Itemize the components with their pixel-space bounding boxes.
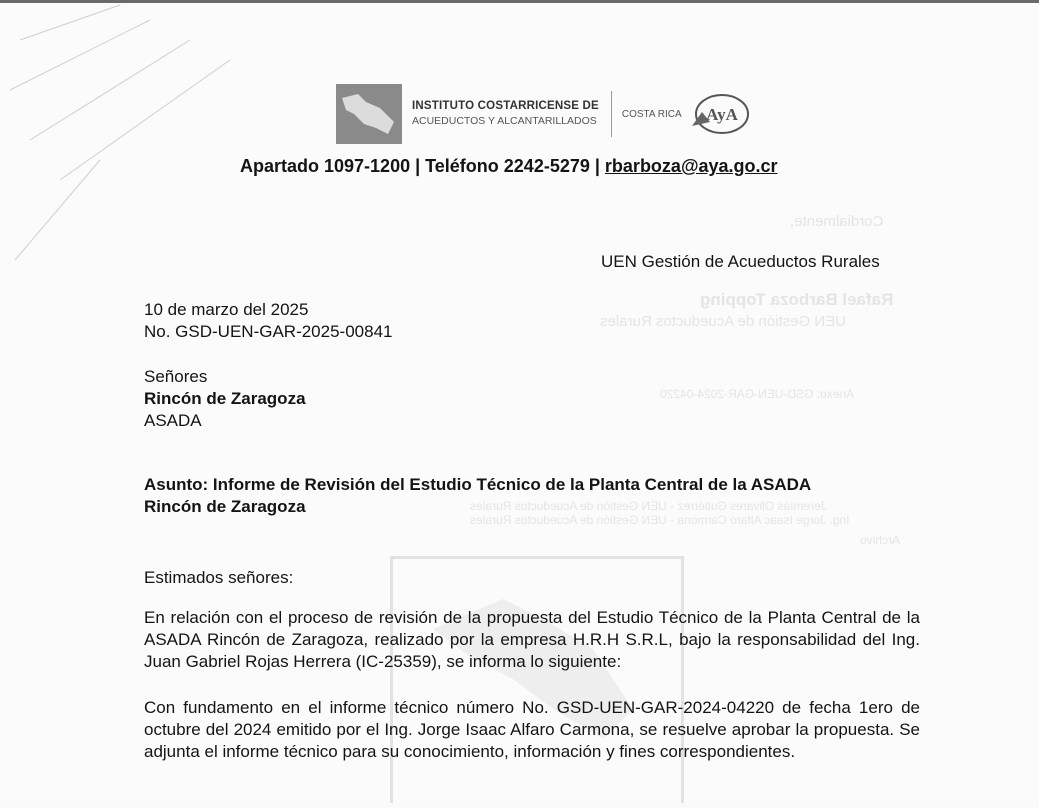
body-paragraph-1: En relación con el proceso de revisión de la propuesta del Estudio Técnico de la Planta Central de la ASADA Rincón de Zaragoza, realizado por la empresa H.R.H S.R.L, bajo la responsabilidad del Ing. Juan Gabriel Rojas Herrera (IC-25359), se informa lo siguiente: bbox=[144, 608, 920, 671]
institute-name-line1: INSTITUTO COSTARRICENSE DE bbox=[412, 100, 599, 112]
body-paragraph-2: Con fundamento en el informe técnico número No. GSD-UEN-GAR-2024-04220 de fecha 1ero de octubre del 2024 emitido por el Ing. Jorge Isaac Alfaro Carmona, se resuelve aprobar la propuesta. Se adjunta el informe técnico para su conocimiento, información y fines correspondientes. bbox=[144, 698, 920, 761]
aya-logo-text: AyA bbox=[705, 105, 738, 124]
ghost-closing: Cordialmente, bbox=[790, 213, 884, 230]
institution-header bbox=[336, 84, 752, 144]
costa-rica-map-logo bbox=[336, 84, 402, 144]
subject-line-2: Rincón de Zaragoza bbox=[144, 497, 306, 516]
header-divider bbox=[611, 91, 612, 137]
recipient-name: Rincón de Zaragoza bbox=[144, 389, 306, 408]
country-label: COSTA RICA bbox=[621, 108, 682, 120]
recipient-org: ASADA bbox=[144, 411, 202, 430]
department-name: UEN Gestión de Acueductos Rurales bbox=[601, 252, 880, 271]
ghost-archive: Archivo bbox=[860, 533, 901, 547]
institute-name bbox=[412, 99, 599, 129]
ghost-signer-name: Rafael Barboza Topping bbox=[700, 290, 894, 309]
reference-number: No. GSD-UEN-GAR-2025-00841 bbox=[144, 322, 393, 341]
ghost-signer-unit: UEN Gestión de Acueductos Rurales bbox=[600, 313, 846, 330]
recipient-block bbox=[144, 366, 306, 432]
contact-line bbox=[240, 156, 778, 177]
ghost-copy-line: Ing. Jorge Isaac Alfaro Carmona - UEN Gestión de Acueductos Rurales bbox=[470, 513, 850, 527]
greeting: Estimados señores: bbox=[144, 568, 294, 587]
letter-date: 10 de marzo del 2025 bbox=[144, 300, 309, 319]
aya-logo bbox=[688, 92, 752, 136]
salutation-title: Señores bbox=[144, 367, 208, 386]
contact-address-phone: Apartado 1097-1200 | Teléfono 2242-5279 | bbox=[240, 156, 600, 176]
faded-watermark-seal bbox=[390, 556, 684, 803]
subject-line bbox=[144, 474, 924, 518]
contact-email-link[interactable]: rbarboza@aya.go.cr bbox=[604, 156, 778, 176]
scan-artifact-lines bbox=[0, 0, 260, 300]
ghost-copy-line-2: Jeremías Olivares Gutiérrez - UEN Gestión de Acueductos Rurales bbox=[470, 499, 827, 513]
institute-name-line2: ACUEDUCTOS Y ALCANTARILLADOS bbox=[412, 115, 597, 127]
date-and-reference bbox=[144, 299, 392, 343]
ghost-annex: Anexo: GSD-UEN-GAR-2024-04220 bbox=[660, 387, 855, 401]
subject-line-1: Asunto: Informe de Revisión del Estudio Técnico de la Planta Central de la ASADA bbox=[144, 475, 812, 494]
